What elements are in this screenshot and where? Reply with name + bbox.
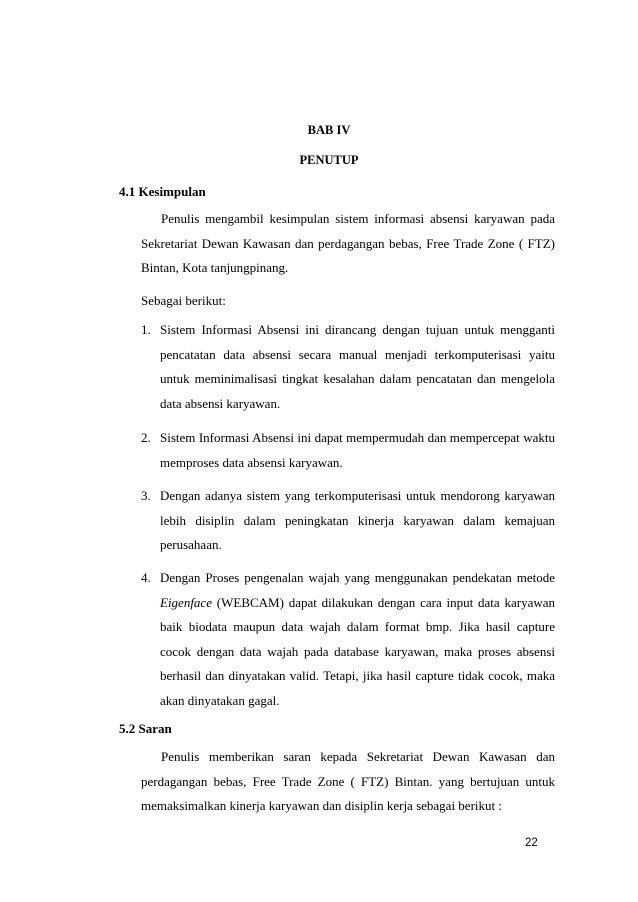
list-item-text-part: Dengan Proses pengenalan wajah yang menggunakan pendekatan metode — [160, 570, 555, 585]
section-heading-kesimpulan: 4.1 Kesimpulan — [119, 184, 206, 199]
kesimpulan-lead-text: Sebagai berikut: — [141, 293, 226, 308]
method-name-italic: Eigenface — [160, 594, 212, 610]
kesimpulan-intro-paragraph — [141, 207, 555, 281]
list-item-number: 3. — [141, 488, 151, 503]
saran-paragraph — [141, 745, 555, 819]
list-item-text: Sistem Informasi Absensi ini dapat mempermudah dan mempercepat waktu memproses data absensi karyawan. — [160, 430, 555, 470]
list-item-text: Dengan adanya sistem yang terkomputerisasi untuk mendorong karyawan lebih disiplin dalam peningkatan kinerja karyawan dalam kemajuan perusahaan. — [160, 488, 555, 552]
saran-text: Penulis memberikan saran kepada Sekretariat Dewan Kawasan dan perdagangan bebas, Free Trade Zone ( FTZ) Bintan. yang bertujuan untuk memaksimalkan kinerja karyawan dan disiplin kerja sebagai berikut : — [141, 749, 555, 813]
list-item-text — [160, 566, 555, 713]
page-number: 22 — [525, 837, 538, 849]
list-item-text-part: (WEBCAM) dapat dilakukan dengan cara input data karyawan baik biodata maupun data wajah dalam format bmp. Jika hasil capture cocok dengan data wajah pada database karyawan, maka proses absensi berhasil dan dinyatakan valid. Tetapi, jika hasil capture tidak cocok, maka akan dinyatakan gagal. — [160, 594, 555, 708]
chapter-label: BAB IV — [307, 123, 351, 137]
chapter-title: PENUTUP — [299, 153, 359, 167]
section-heading-saran: 5.2 Saran — [119, 721, 172, 736]
list-item-text: Sistem Informasi Absensi ini dirancang dengan tujuan untuk mengganti pencatatan data absensi secara manual menjadi terkomputerisasi yaitu untuk meminimalisasi tingkat kesalahan dalam pencatatan dan mengelola data absensi karyawan. — [160, 322, 555, 411]
list-item-number: 1. — [141, 322, 151, 337]
list-item-number: 4. — [141, 570, 151, 585]
kesimpulan-intro-text: Penulis mengambil kesimpulan sistem informasi absensi karyawan pada Sekretariat Dewan Kawasan dan perdagangan bebas, Free Trade Zone ( FTZ) Bintan, Kota tanjungpinang. — [141, 211, 555, 275]
list-item-number: 2. — [141, 430, 151, 445]
